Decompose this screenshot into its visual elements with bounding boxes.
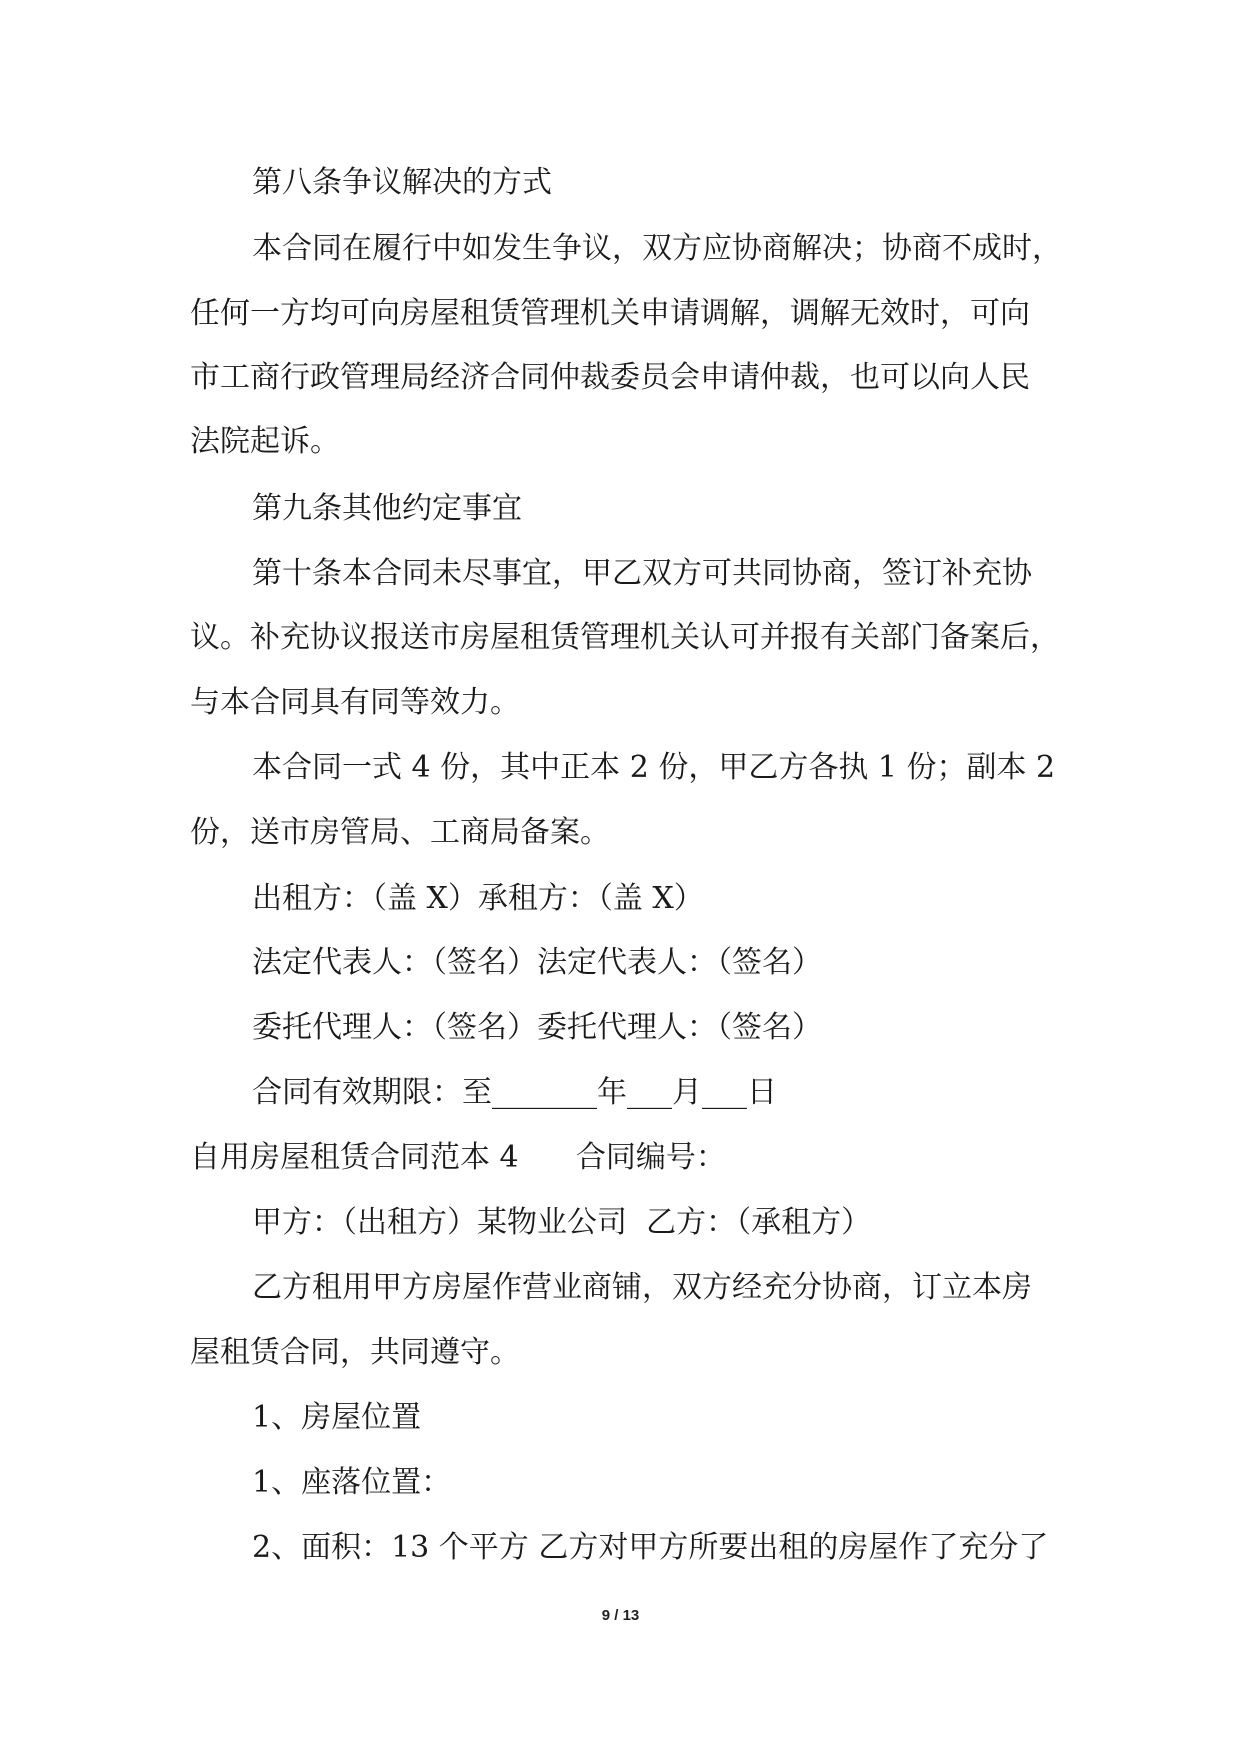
page-number: 9 / 13 (601, 1607, 640, 1624)
paragraph-line: 第十条本合同未尽事宜，甲乙双方可共同协商，签订补充协 (252, 556, 1032, 591)
paragraph-line: 乙方租用甲方房屋作营业商铺，双方经充分协商，订立本房 (252, 1270, 1032, 1305)
signature-line: 委托代理人：（签名）委托代理人：（签名） (252, 1010, 822, 1045)
list-item: 1、座落位置： (252, 1465, 452, 1500)
contract-title-line: 自用房屋租赁合同范本 4 合同编号： (190, 1140, 726, 1175)
article-8-heading: 第八条争议解决的方式 (252, 165, 552, 200)
signature-line: 法定代表人：（签名）法定代表人：（签名） (252, 945, 822, 980)
paragraph-line: 份，送市房管局、工商局备案。 (190, 815, 610, 850)
signature-line: 出租方：（盖 X）承租方：（盖 X） (252, 881, 704, 916)
article-9-heading: 第九条其他约定事宜 (252, 491, 522, 526)
paragraph-line: 与本合同具有同等效力。 (190, 685, 520, 720)
parties-line: 甲方：（出租方）某物业公司 乙方：（承租方） (252, 1205, 872, 1240)
paragraph-line: 任何一方均可向房屋租赁管理机关申请调解，调解无效时，可向 (190, 296, 1030, 331)
validity-line: 合同有效期限：至_______年___月___日 (252, 1075, 777, 1110)
paragraph-line: 屋租赁合同，共同遵守。 (190, 1335, 520, 1370)
paragraph-line: 议。补充协议报送市房屋租赁管理机关认可并报有关部门备案后， (190, 620, 1060, 655)
paragraph-line: 本合同一式 4 份，其中正本 2 份，甲乙方各执 1 份；副本 2 (252, 750, 1056, 785)
list-item: 2、面积：13 个平方 乙方对甲方所要出租的房屋作了充分了 (252, 1530, 1049, 1565)
paragraph-line: 市工商行政管理局经济合同仲裁委员会申请仲裁，也可以向人民 (190, 360, 1030, 395)
paragraph-line: 法院起诉。 (190, 424, 340, 459)
section-heading: 1、房屋位置 (252, 1400, 422, 1435)
paragraph-line: 本合同在履行中如发生争议，双方应协商解决；协商不成时， (252, 231, 1062, 266)
